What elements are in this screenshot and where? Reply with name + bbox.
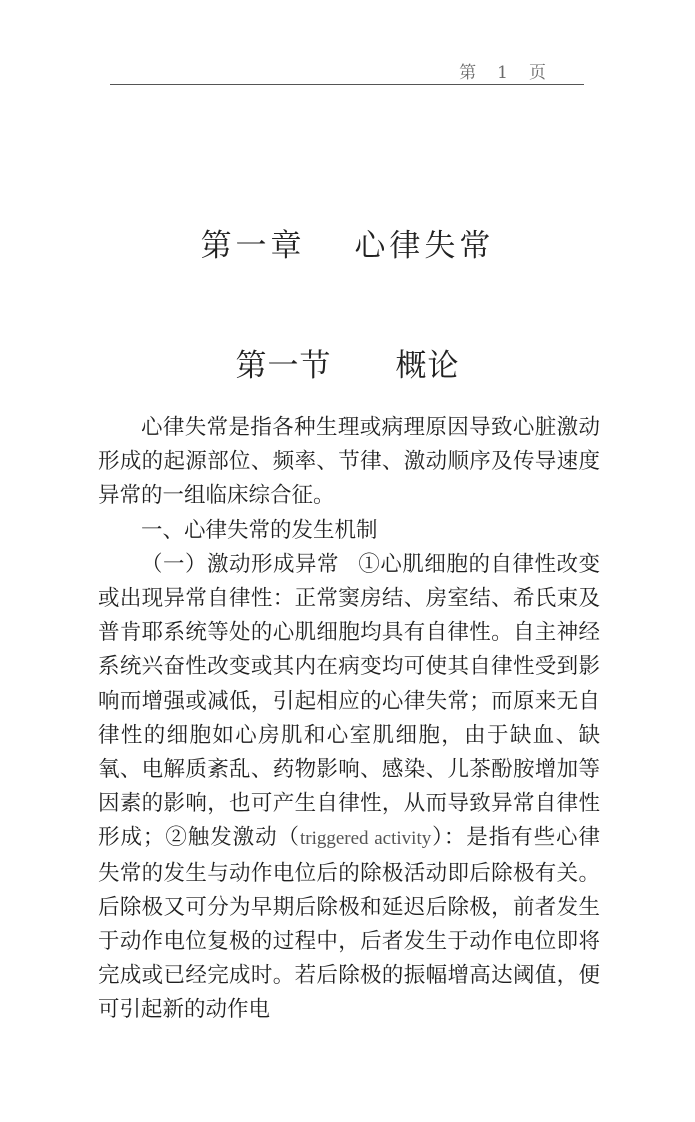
paragraph-abnormal-impulse-formation	[98, 548, 600, 1028]
page-number: 第 1 页	[459, 63, 548, 83]
intro-paragraph: 心律失常是指各种生理或病理原因导致心脏激动形成的起源部位、频率、节律、激动顺序及传导速度异常的一组临床综合征。	[98, 415, 600, 509]
section-title: 第一节 概论	[235, 348, 460, 384]
term-triggered-activity: triggered activity	[299, 828, 432, 850]
body-text	[98, 411, 600, 1028]
sub-heading-impulse-formation: （一）激动形成异常	[141, 551, 340, 577]
paragraph-text-part-b: ）：是指有些心律失常的发生与动作电位后的除极活动即后除极有关。后除极又可分为早期后除极和延迟后除极，前者发生于动作电位复极的过程中，后者发生于动作电位即将完成或已经完成时。若后除极的振幅增高达阈值，便可引起新的动作电	[98, 825, 600, 1023]
chapter-title: 第一章 心律失常	[200, 228, 495, 264]
page-header	[0, 0, 695, 90]
heading-mechanism: 一、心律失常的发生机制	[141, 517, 378, 543]
paragraph-text-part-a: ①心肌细胞的自律性改变或出现异常自律性：正常窦房结、房室结、希氏束及普肯耶系统等处的心肌细胞均具有自律性。自主神经系统兴奋性改变或其内在病变均可使其自律性受到影响而增强或减低，引起相应的心律失常；而原来无自律性的细胞如心房肌和心室肌细胞，由于缺血、缺氧、电解质紊乱、药物影响、感染、儿茶酚胺增加等因素的影响，也可产生自律性，从而导致异常自律性形成；②触发激动（	[98, 551, 600, 851]
header-rule	[110, 84, 584, 85]
